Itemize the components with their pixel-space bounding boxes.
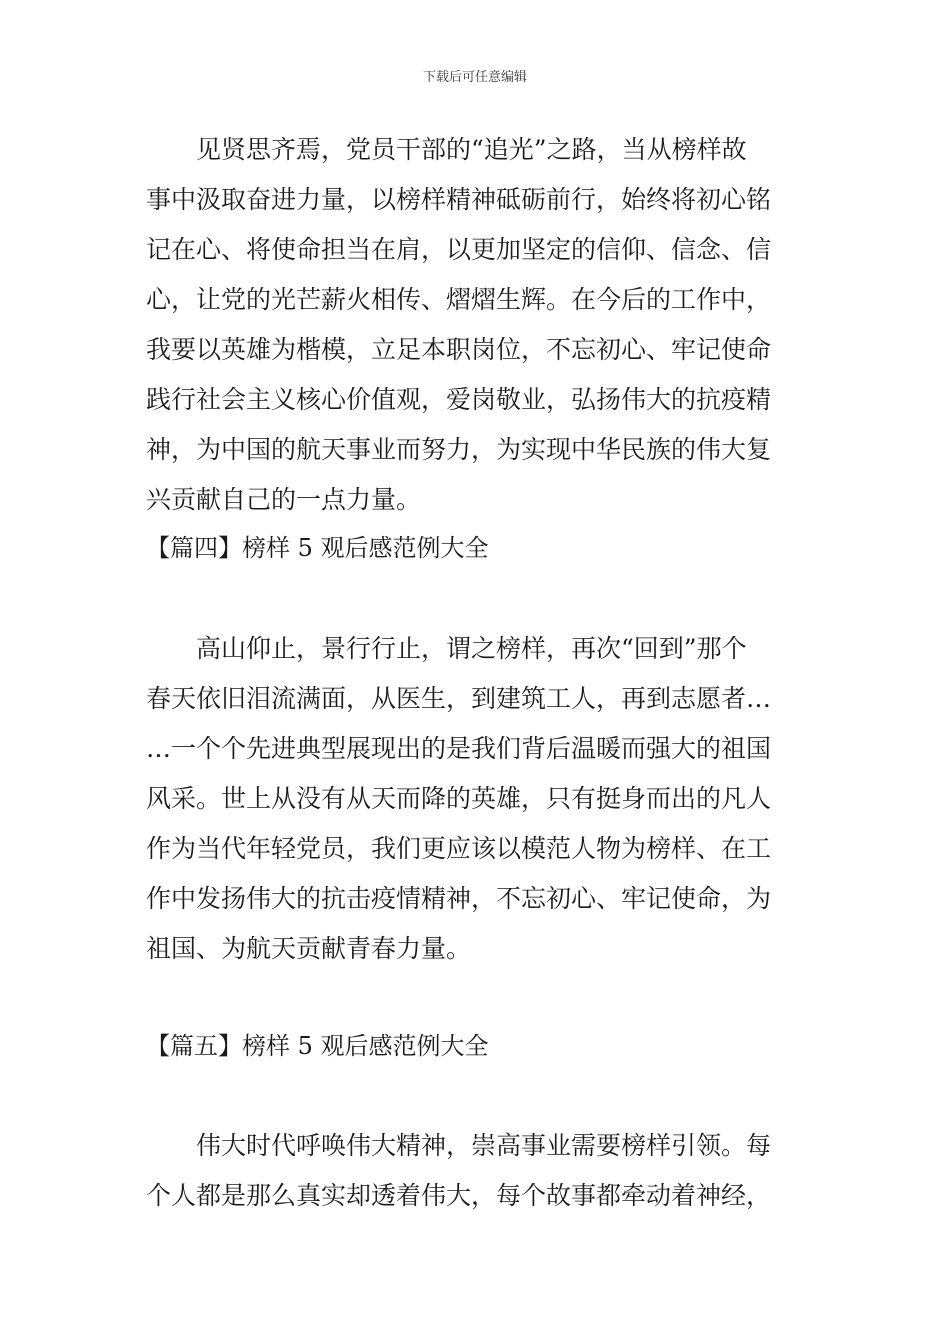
paragraph-line: 个人都是那么真实却透着伟大，每个故事都牵动着神经， xyxy=(146,1181,772,1210)
page-header: 下载后可任意编辑 xyxy=(422,70,527,85)
paragraph-line: 兴贡献自己的一点力量。 xyxy=(146,485,422,514)
paragraph-line: 我要以英雄为楷模，立足本职岗位，不忘初心、牢记使命 xyxy=(146,335,772,364)
paragraph-line: 见贤思齐焉，党员干部的“追光”之路，当从榜样故 xyxy=(196,135,747,164)
paragraph-line: 心，让党的光芒薪火相传、熠熠生辉。在今后的工作中， xyxy=(146,285,772,314)
paragraph-line: 神，为中国的航天事业而努力，为实现中华民族的伟大复 xyxy=(146,435,772,464)
paragraph-line: 祖国、为航天贡献青春力量。 xyxy=(146,934,472,963)
paragraph-line: 伟大时代呼唤伟大精神，崇高事业需要榜样引领。每 xyxy=(196,1131,772,1160)
paragraph-line: 春天依旧泪流满面，从医生，到建筑工人，再到志愿者… xyxy=(146,684,772,713)
section-4-heading: 【篇四】榜样 5 观后感范例大全 xyxy=(146,534,489,562)
paragraph-line: 记在心、将使命担当在肩，以更加坚定的信仰、信念、信 xyxy=(146,235,772,264)
paragraph-line: 高山仰止，景行行止，谓之榜样，再次“回到”那个 xyxy=(196,634,747,663)
paragraph-line: 作为当代年轻党员，我们更应该以模范人物为榜样、在工 xyxy=(146,834,772,863)
section-5-heading: 【篇五】榜样 5 观后感范例大全 xyxy=(146,1032,489,1060)
paragraph-line: 风采。世上从没有从天而降的英雄，只有挺身而出的凡人 xyxy=(146,784,772,813)
paragraph-line: 事中汲取奋进力量，以榜样精神砥砺前行，始终将初心铭 xyxy=(146,185,772,214)
paragraph-line: 践行社会主义核心价值观，爱岗敬业，弘扬伟大的抗疫精 xyxy=(146,385,772,414)
paragraph-line: …一个个先进典型展现出的是我们背后温暖而强大的祖国 xyxy=(146,734,772,763)
paragraph-line: 作中发扬伟大的抗击疫情精神，不忘初心、牢记使命，为 xyxy=(146,884,772,913)
